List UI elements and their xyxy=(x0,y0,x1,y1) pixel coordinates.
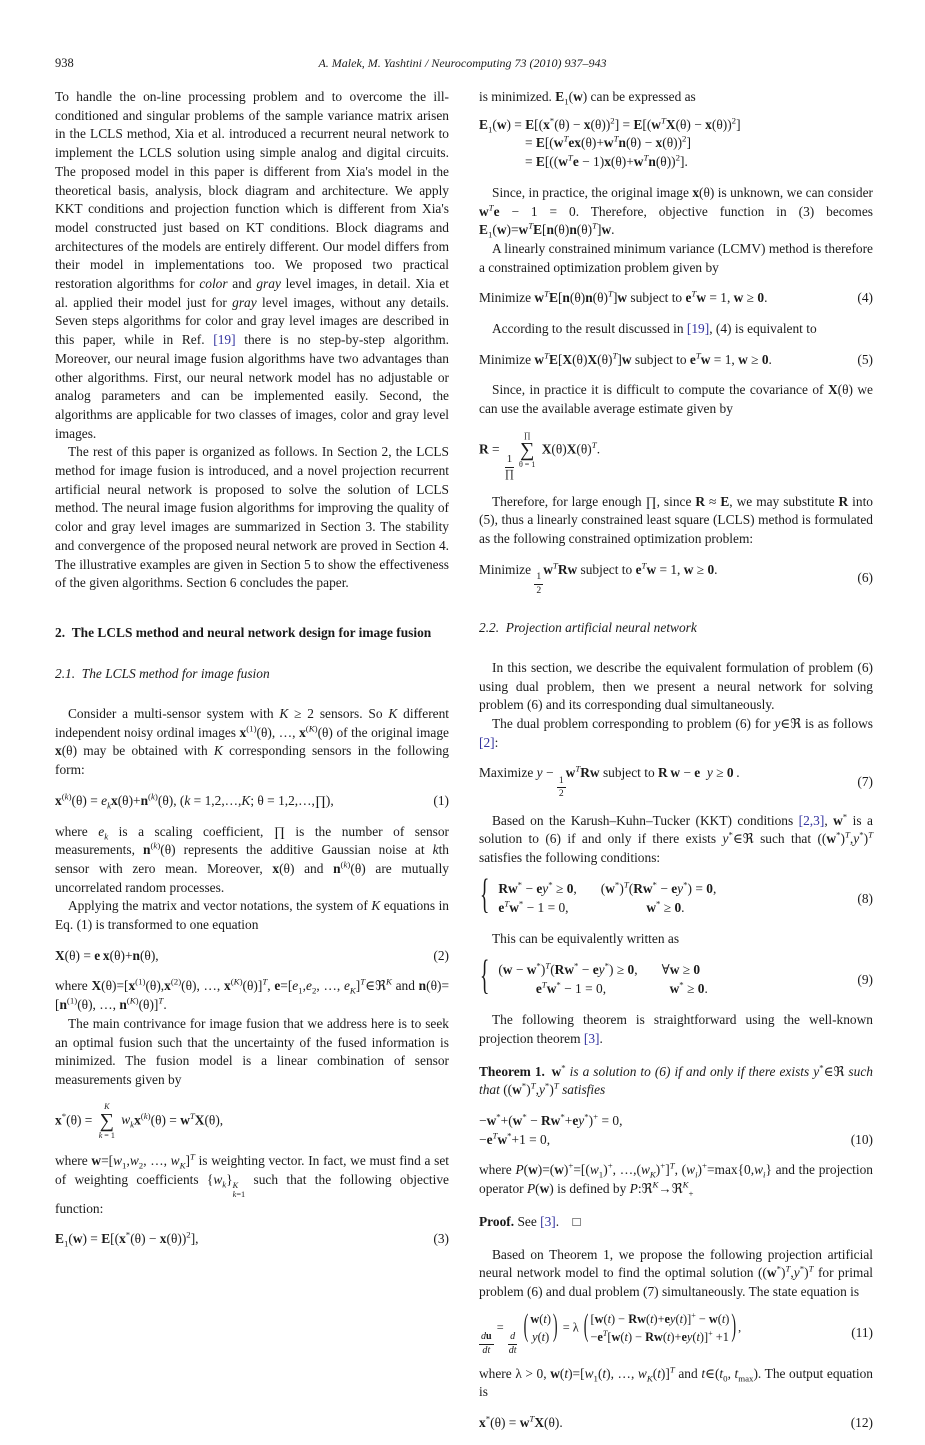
citation-link[interactable]: [19] xyxy=(686,321,710,337)
equation-4-body: Minimize $w^TE[n(\theta)n(\theta)^T]w$ subject to $e^Tw = 1$, w ≥ 0. xyxy=(479,288,768,306)
equation-6-number: (6) xyxy=(857,570,873,586)
paragraph-dual-problem: The dual problem corresponding to problem (6) for y∈ℜ is as follows [2]: xyxy=(479,716,873,750)
paragraph-in-this-section: In this section, we describe the equivalent formulation of problem (6) using dual problem, then we present a neural network for solving problem (6) and its corresponding dual simultaneously. xyxy=(479,659,873,713)
equation-1-number: (1) xyxy=(433,792,449,808)
paragraph-since-difficult: Since, in practice it is difficult to compute the covariance of X(θ) we can use the available average estimate given by xyxy=(479,382,873,417)
citation-link[interactable]: [19] xyxy=(213,332,236,348)
equation-10 xyxy=(479,1112,873,1149)
paragraph-according-result: According to the result discussed in [19], (4) is equivalent to xyxy=(492,321,817,337)
paragraph-where-ek: where $e_k$ is a scaling coefficient, ∏ is the number of sensor measurements, $n^{(k)}(\theta)$ represents the additive Gaussian noise at kth sensor with zero mean. Moreover, x(θ) and $n^{(k)}(\theta)$ are mutually uncorrelated random processes. xyxy=(55,823,450,895)
equation-7 xyxy=(479,764,873,799)
equation-10-body: −w*+(w* − Rw*+ey*)+ = 0, $-e^Tw^*+1 = 0$, xyxy=(479,1111,623,1147)
equation-6-body: Minimize $\frac{1}{2}$ $w^TRw$ subject to $e^Tw = 1$, w ≥ 0. xyxy=(479,560,718,596)
equation-7-body: Maximize y − $\frac{1}{2}$ $w^TRw$ subject to R w − e y ≥ 0 . xyxy=(479,763,740,800)
equation-12-body: $x^*(\theta) = w^TX(\theta)$. xyxy=(479,1413,563,1431)
content-two-columns xyxy=(55,88,873,1445)
left-column xyxy=(55,88,449,1445)
equation-12-number: (12) xyxy=(850,1415,873,1431)
equation-3-number: (3) xyxy=(433,1231,449,1247)
equation-4-number: (4) xyxy=(857,290,873,306)
equation-4 xyxy=(479,289,873,308)
equation-R-estimate xyxy=(479,431,873,481)
paragraph-since-unknown: Since, in practice, the original image x(θ) is unknown, we can consider $w^Te - 1 = 0$. Therefore, objective function in (3) becomes $E_1(w)=w^TE[n(\theta)n(\theta)^T]w$. xyxy=(479,184,873,240)
citation-link[interactable]: [3] xyxy=(583,1030,600,1046)
equation-fusion-sum-body: x*(θ) = K ∑ k = 1 $w_kx^{(k)}(\theta) = w^TX(\theta)$, xyxy=(55,1101,224,1140)
citation-link[interactable]: [2] xyxy=(479,734,495,750)
equation-9-body: { $(w - w^*)^T(Rw^* - ey^*) \ge 0$, ∀w ≥ 0 $e^Tw^* - 1 = 0$, w* ≥ 0. xyxy=(480,954,708,1000)
equation-8-number: (8) xyxy=(857,890,873,906)
equation-5-number: (5) xyxy=(857,351,873,367)
subsection-heading-2-1: 2.1. The LCLS method for image fusion xyxy=(55,665,270,681)
equation-6 xyxy=(479,561,873,596)
equation-12 xyxy=(479,1414,873,1433)
paragraph-applying-matrix: Applying the matrix and vector notations, the system of K equations in Eq. (1) is transformed to one equation xyxy=(55,898,449,933)
right-column xyxy=(479,88,873,1445)
paragraph-lcmv: A linearly constrained minimum variance (LCMV) method is therefore a constrained optimization problem given by xyxy=(479,240,873,275)
paragraph-multisensor: Consider a multi-sensor system with K ≥ 2 sensors. So K different independent noisy ordinal images $x^{(1)}(\theta)$, …, $x^{(K)}(\theta)$ of the original image x(θ) may be obtained with K corresponding sensors in the following form: xyxy=(55,705,450,778)
equation-10-number: (10) xyxy=(850,1131,873,1147)
equation-2-body: X(θ) = e x(θ)+n(θ), xyxy=(55,947,159,963)
equation-E1-expansion xyxy=(479,116,873,172)
equation-1-body: $x^{(k)}(\theta) = e_kx(\theta)+n^{(k)}(\theta)$, (k = 1,2,…,K; θ = 1,2,…,∏), xyxy=(55,791,334,811)
paragraph-where-X: where $X(\theta)=[x^{(1)}(\theta),x^{(2)}(\theta)$, …, $x^{(K)}(\theta)]^T$, $e=[e_1,e_2$, …, $e_K]^T\in ℜ^K$ and $n(\theta)=[n^{(1)}(\theta)$, …, $n^{(K)}(\theta)]^T$. xyxy=(55,976,450,1013)
theorem-1-statement: Theorem 1. w* is a solution to (6) if and only if there exists y*∈ℜ such that $((w^*)^T,y^*)^T$ satisfies xyxy=(479,1062,873,1098)
paragraph-therefore-large: Therefore, for large enough ∏, since R ≈ E, we may substitute R into (5), thus a linearly constrained least square (LCLS) method is formulated as the following constrained optimization problem: xyxy=(479,493,874,547)
subsection-heading-2-2: 2.2. Projection artificial neural network xyxy=(479,619,697,635)
equation-5 xyxy=(479,351,873,370)
paragraph-where-w: where $w=[w_1,w_2$, …, $w_K]^T$ is weighting vector. In fact, we must find a set of weighting coefficients $\{w_k\}$ K k=1 such that the following objective function: xyxy=(55,1151,450,1216)
page-number: 938 xyxy=(55,56,74,70)
paragraph-is-minimized: is minimized. $E_1(w)$ can be expressed as xyxy=(479,89,696,107)
proof-line: Proof. See [3]. □ xyxy=(479,1213,581,1229)
equation-8-body: { Rw* − ey* ≥ 0, $(w^*)^T(Rw^* - ey^*) = 0$, $e^Tw^* - 1 = 0$, w* ≥ 0. xyxy=(480,872,717,919)
paragraph-based-on-theorem: Based on Theorem 1, we propose the following projection artificial neural network model to find the optimal solution $((w^*)^T,y^*)^T$ for primal problem (6) and dual problem (7) simultaneously. The state equation is xyxy=(479,1246,874,1299)
citation-link[interactable]: [2,3] xyxy=(798,812,825,828)
equation-11-body: $\frac{du}{dt}$ = $\frac{d}{dt}$ ( w(t) y(t) ) = λ ( [w(t) − Rw(t)+ey(t)]+ − w(t) $-e^T[w(t) - Rw(t)+ey(t)]^+ +1$ ) , xyxy=(481,1308,742,1356)
paragraph-kkt-conditions: Based on the Karush–Kuhn–Tucker (KKT) conditions [2,3], w* is a solution to (6) if and only if there exists y*∈ℜ such that $((w^*)^T,y^*)^T$ satisfies the following conditions: xyxy=(479,811,873,865)
equation-8 xyxy=(479,872,873,919)
equation-1 xyxy=(55,792,449,811)
equation-fusion-sum xyxy=(55,1102,449,1141)
equation-3 xyxy=(55,1230,449,1249)
paragraph-main-contrivance: The main contrivance for image fusion that we address here is to seek an optimal fusion such that the uncertainty of the fused information is minimized. The fusion model is a linear combination of sensor measurements given by xyxy=(55,1015,449,1087)
paragraph-paper-organization: The rest of this paper is organized as follows. In Section 2, the LCLS method for image fusion is introduced, and a novel projection recurrent artificial neural network is proposed to solve the solution of LCLS method. The neural image fusion algorithms for improving the quality of color and gray level images are summarized in Section 3. The stability and convergence of the proposed neural network are proved in Section 4. The illustrative examples are given in Section 5 to show the effectiveness of the given algorithms. Section 6 concludes the paper. xyxy=(55,444,449,591)
section-heading-2: 2. The LCLS method and neural network design for image fusion xyxy=(55,624,432,640)
paragraph-where-projection: where $P(w)=(w)^+=[(w_1)^+$, $\dots,(w_K)^+]^T$, $(w_i)^+=\max\{0,w_i\}$ and the projection operator P(w) is defined by P:ℜ$^K$→ℜ$^K_+$ xyxy=(479,1160,874,1199)
equation-R-estimate-body: R = $\frac{1}{\prod}$ ∏ ∑ θ = 1 $X(\theta)X(\theta)^T$. xyxy=(479,430,601,480)
equation-5-body: Minimize $w^TE[X(\theta)X(\theta)^T]w$ subject to $e^Tw = 1$, w ≥ 0. xyxy=(479,350,772,367)
equation-9-number: (9) xyxy=(857,971,873,987)
paragraph-intro: To handle the on-line processing problem and to overcome the ill-conditioned and singular problems of the sample variance matrix arisen in the LCLS method, Xia et al. introduced a recurrent neural network to implement the LCLS solution using simple analog and digital circuits. The proposed model in this paper is different from Xia's model in the theoretical basis, analysis, block diagram and architecture. We apply KKT conditions and projection function which is different from Xia's model constructed just based on KT conditions. Block diagrams and architectures of the models are entirely different. Our model differs from their model in implementations too. We proposed two practical restoration algorithms for color and gray level images, in detail. Xia et al. applied their model just for gray level images, without any details. Seven steps algorithms for color and gray level images are described in this paper, while in Ref. [19] there is no step-by-step algorithm. Moreover, our neural image fusion algorithms have two advantages than other algorithms. First, our neural network model has no adjustable or analog parameters and can be implemented easily. Second, the algorithms are applicable for two classes of images, color and gray level images. xyxy=(55,89,450,441)
paragraph-where-lambda: where λ > 0, $w(t)=[w_1(t)$, …, $w_K(t)]^T$ and $t\in(t_0$, $t_{max}$). The output equation is xyxy=(479,1364,873,1400)
equation-3-body: $E_1(w) = E[(x^*(\theta) - x(\theta))^2]$, xyxy=(55,1230,199,1250)
equation-E1-expansion-body: $E_1(w) = E[(x^*(\theta) - x(\theta))^2] = E[(w^TX(\theta) - x(\theta))^2]$ = $E[(w^Tex(\theta)+w^Tn(\theta) - x(\theta))^2]$ = $E[((w^Te - 1)x(\theta)+w^Tn(\theta))^2]$. xyxy=(479,115,741,170)
equation-11-number: (11) xyxy=(851,1324,873,1340)
paragraph-following-theorem: The following theorem is straightforward using the well-known projection theorem [3]. xyxy=(479,1012,873,1046)
equation-2 xyxy=(55,947,449,966)
equation-2-number: (2) xyxy=(433,947,449,963)
equation-7-number: (7) xyxy=(857,773,873,789)
equation-11 xyxy=(479,1310,873,1357)
equation-9 xyxy=(479,954,873,1000)
paragraph-equivalently-written: This can be equivalently written as xyxy=(492,931,680,947)
running-title: A. Malek, M. Yashtini / Neurocomputing 73 (2010) 937–943 xyxy=(318,56,607,70)
citation-link[interactable]: [3] xyxy=(540,1213,556,1229)
page-header xyxy=(55,56,870,72)
